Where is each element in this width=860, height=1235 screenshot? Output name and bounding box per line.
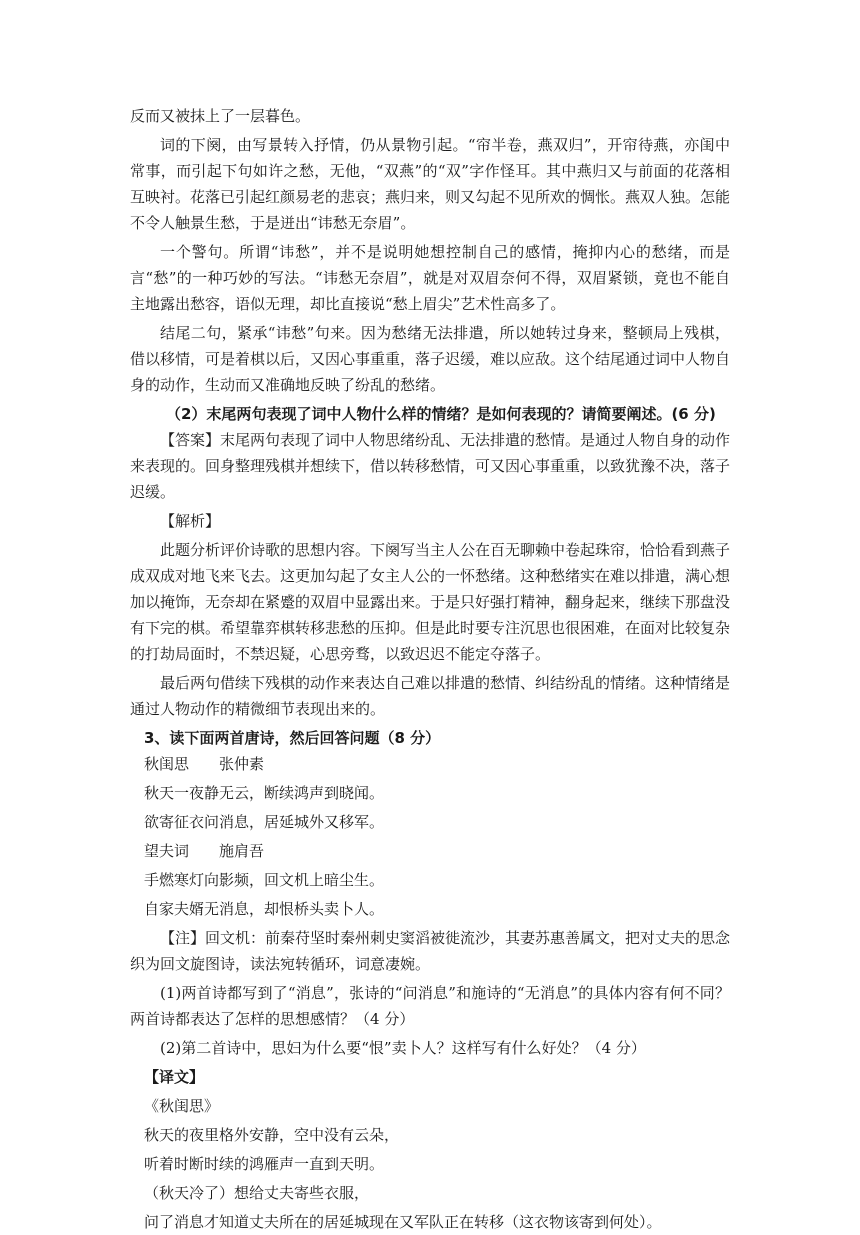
poem-2-title: 望夫词 施肩吾: [144, 842, 265, 860]
document-body: [130, 103, 730, 1235]
question-2-heading: （2）末尾两句表现了词中人物什么样的情绪？是如何表现的？请简要阐述。(6 分): [166, 405, 716, 423]
poem-1-line-2: 欲寄征衣问消息，居延城外又移军。: [144, 813, 385, 831]
translation-line-3: （秋天冷了）想给丈夫寄些衣服，: [144, 1184, 370, 1202]
paragraph-ending-lines: 结尾二句，紧承“讳愁”句来。因为愁绪无法排遣，所以她转过身来，整顿局上残棋，借以移情，可是着棋以后，又因心事重重，落子迟缓，难以应敌。这个结尾通过词中人物自身的动作，生动而又准确地反映了纷乱的愁绪。: [130, 324, 731, 394]
answer-paragraph: 【答案】末尾两句表现了词中人物思绪纷乱、无法排遣的愁情。是通过人物自身的动作来表现的。回身整理残棋并想续下，借以转移愁情，可又因心事重重，以致犹豫不决，落子迟缓。: [130, 431, 731, 501]
translation-title: 《秋闺思》: [144, 1097, 220, 1115]
paragraph-analysis-lower-stanza: 词的下阕，由写景转入抒情，仍从景物引起。“帘半卷，燕双归”，开帘待燕，亦闺中常事，而引起下句如许之愁，无他，“双燕”的“双”字作怪耳。其中燕归又与前面的花落相互映衬。花落已引起红颜易老的悲哀；燕归来，则又勾起不见所欢的惆怅。燕双人独。怎能不令人触景生愁，于是迸出“讳愁无奈眉”。: [130, 136, 731, 232]
poem-2-line-2: 自家夫婿无消息，却恨桥头卖卜人。: [144, 900, 385, 918]
paragraph-key-line: 一个警句。所谓“讳愁”，并不是说明她想控制自己的感情，掩抑内心的愁绪，而是言“愁”的一种巧妙的写法。“讳愁无奈眉”，就是对双眉奈何不得，双眉紧锁，竟也不能自主地露出愁容，语似无理，却比直接说“愁上眉尖”艺术性高多了。: [130, 243, 730, 313]
poem-2-line-1: 手燃寒灯向影频，回文机上暗尘生。: [144, 871, 385, 889]
question-3-part-1: (1)两首诗都写到了“消息”，张诗的“问消息”和施诗的“无消息”的具体内容有何不同？两首诗都表达了怎样的思想感情？（4 分）: [130, 984, 730, 1028]
question-3-heading: 3、读下面两首唐诗，然后回答问题（8 分）: [144, 729, 441, 747]
analysis-label: 【解析】: [160, 512, 221, 530]
note-paragraph: 【注】回文机：前秦苻坚时秦州刺史窦滔被徙流沙，其妻苏惠善属文，把对丈夫的思念织为回文旋图诗，读法宛转循环，词意凄婉。: [130, 929, 731, 973]
paragraph-continuation: 反而又被抹上了一层暮色。: [130, 107, 311, 125]
analysis-paragraph: 此题分析评价诗歌的思想内容。下阕写当主人公在百无聊赖中卷起珠帘，恰恰看到燕子成双成对地飞来飞去。这更加勾起了女主人公的一怀愁绪。这种愁绪实在难以排遣，满心想加以掩饰，无奈却在紧蹙的双眉中显露出来。于是只好强打精神，翻身起来，继续下那盘没有下完的棋。希望靠弈棋转移悲愁的压抑。但是此时要专注沉思也很困难，在面对比较复杂的打劫局面时，不禁迟疑，心思旁骛，以致迟迟不能定夺落子。: [130, 541, 731, 663]
translation-line-2: 听着时断时续的鸿雁声一直到天明。: [144, 1155, 385, 1173]
translation-heading: 【译文】: [144, 1068, 205, 1086]
poem-1-title: 秋闺思 张仲素: [144, 755, 265, 773]
analysis-summary: 最后两句借续下残棋的动作来表达自己难以排遣的愁情、纠结纷乱的情绪。这种情绪是通过人物动作的精微细节表现出来的。: [130, 674, 731, 718]
translation-line-4: 问了消息才知道丈夫所在的居延城现在又军队正在转移（这衣物该寄到何处）。: [144, 1213, 662, 1231]
poem-1-line-1: 秋天一夜静无云，断续鸿声到晓闻。: [144, 784, 385, 802]
translation-line-1: 秋天的夜里格外安静，空中没有云朵，: [144, 1126, 400, 1144]
question-3-part-2: (2)第二首诗中，思妇为什么要“恨”卖卜人？这样写有什么好处？（4 分）: [160, 1039, 646, 1057]
